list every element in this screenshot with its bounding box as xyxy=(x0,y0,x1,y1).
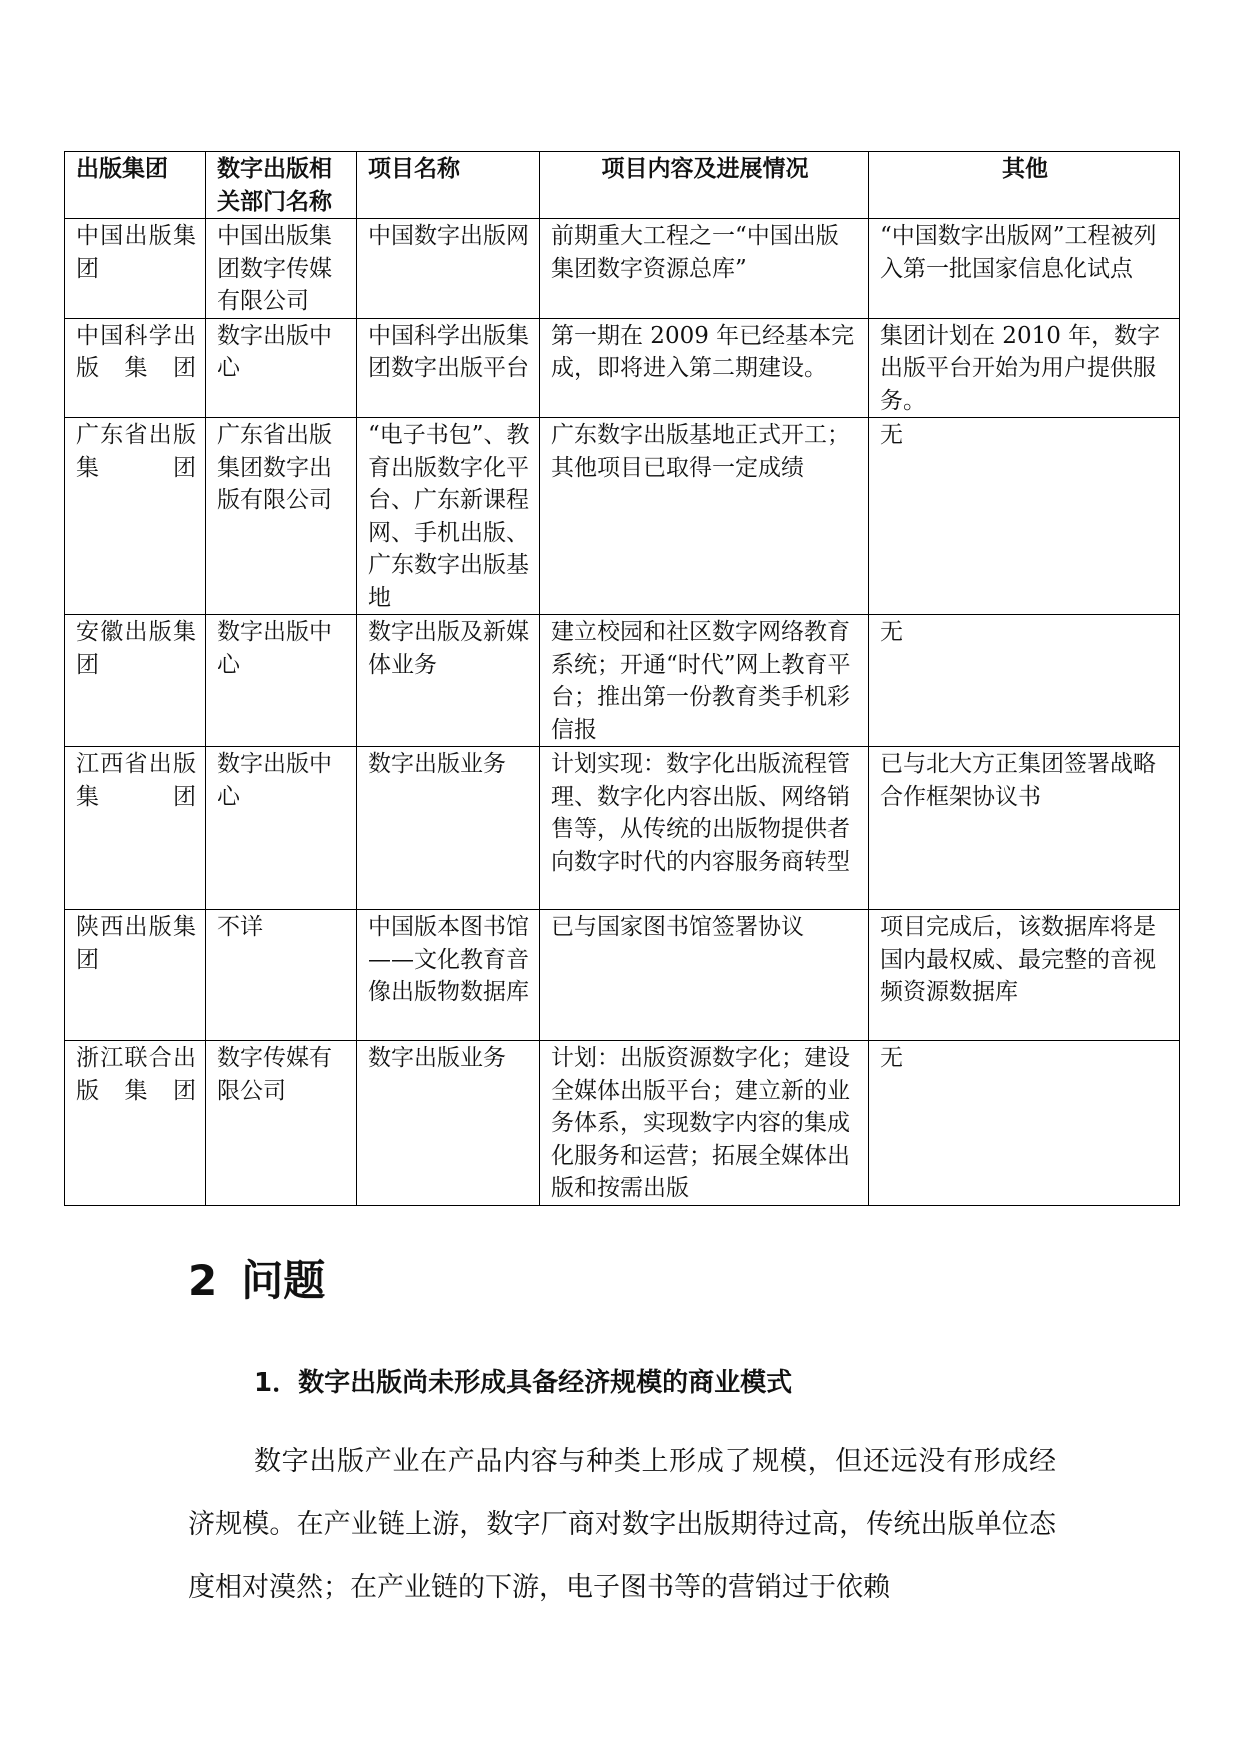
cell-other: 无 xyxy=(869,418,1180,615)
cell-department: 数字传媒有限公司 xyxy=(206,1041,357,1206)
table-header-row xyxy=(65,152,1180,219)
cell-project-name: “电子书包”、教育出版数字化平台、广东新课程网、手机出版、广东数字出版基地 xyxy=(357,418,540,615)
cell-publishing-group: 江西省出版集团 xyxy=(65,747,206,910)
cell-department: 数字出版中心 xyxy=(206,615,357,747)
cell-other: 项目完成后，该数据库将是国内最权威、最完整的音视频资源数据库 xyxy=(869,910,1180,1041)
cell-other: “中国数字出版网”工程被列入第一批国家信息化试点 xyxy=(869,219,1180,319)
table-row xyxy=(65,747,1180,910)
cell-publishing-group: 浙江联合出版集团 xyxy=(65,1041,206,1206)
cell-department: 中国出版集团数字传媒有限公司 xyxy=(206,219,357,319)
cell-publishing-group: 广东省出版集团 xyxy=(65,418,206,615)
cell-other: 集团计划在 2010 年，数字出版平台开始为用户提供服务。 xyxy=(869,318,1180,418)
cell-department: 数字出版中心 xyxy=(206,747,357,910)
subsection-heading: 1．数字出版尚未形成具备经济规模的商业模式 xyxy=(254,1368,793,1398)
cell-department: 不详 xyxy=(206,910,357,1041)
cell-project-content: 建立校园和社区数字网络教育系统；开通“时代”网上教育平台；推出第一份教育类手机彩信报 xyxy=(540,615,869,747)
table-row xyxy=(65,615,1180,747)
table-row xyxy=(65,1041,1180,1206)
section-heading xyxy=(188,1254,325,1308)
table-row xyxy=(65,219,1180,319)
cell-other: 无 xyxy=(869,615,1180,747)
table-row xyxy=(65,318,1180,418)
publishing-groups-table xyxy=(64,151,1180,1206)
section-title: 问题 xyxy=(241,1256,326,1305)
cell-project-name: 中国科学出版集团数字出版平台 xyxy=(357,318,540,418)
cell-publishing-group: 安徽出版集团 xyxy=(65,615,206,747)
section-number: 2 xyxy=(188,1256,218,1305)
header-publishing-group: 出版集团 xyxy=(65,152,206,219)
cell-publishing-group: 中国出版集团 xyxy=(65,219,206,319)
cell-project-content: 前期重大工程之一“中国出版集团数字资源总库” xyxy=(540,219,869,319)
table-row xyxy=(65,418,1180,615)
cell-project-name: 中国数字出版网 xyxy=(357,219,540,319)
header-project-content: 项目内容及进展情况 xyxy=(540,152,869,219)
cell-publishing-group: 陕西出版集团 xyxy=(65,910,206,1041)
cell-department: 数字出版中心 xyxy=(206,318,357,418)
header-department: 数字出版相关部门名称 xyxy=(206,152,357,219)
cell-project-name: 数字出版业务 xyxy=(357,747,540,910)
cell-other: 已与北大方正集团签署战略合作框架协议书 xyxy=(869,747,1180,910)
body-paragraph: 数字出版产业在产品内容与种类上形成了规模，但还远没有形成经济规模。在产业链上游，数字厂商对数字出版期待过高，传统出版单位态度相对漠然；在产业链的下游，电子图书等的营销过于依赖 xyxy=(188,1446,1056,1603)
cell-project-name: 数字出版及新媒体业务 xyxy=(357,615,540,747)
cell-project-content: 已与国家图书馆签署协议 xyxy=(540,910,869,1041)
cell-project-content: 第一期在 2009 年已经基本完成，即将进入第二期建设。 xyxy=(540,318,869,418)
cell-project-name: 数字出版业务 xyxy=(357,1041,540,1206)
cell-publishing-group: 中国科学出版集团 xyxy=(65,318,206,418)
header-other: 其他 xyxy=(869,152,1180,219)
cell-department: 广东省出版集团数字出版有限公司 xyxy=(206,418,357,615)
table-row xyxy=(65,910,1180,1041)
cell-other: 无 xyxy=(869,1041,1180,1206)
cell-project-content: 计划：出版资源数字化；建设全媒体出版平台；建立新的业务体系，实现数字内容的集成化服务和运营；拓展全媒体出版和按需出版 xyxy=(540,1041,869,1206)
cell-project-name: 中国版本图书馆——文化教育音像出版物数据库 xyxy=(357,910,540,1041)
header-project-name: 项目名称 xyxy=(357,152,540,219)
cell-project-content: 计划实现：数字化出版流程管理、数字化内容出版、网络销售等，从传统的出版物提供者向数字时代的内容服务商转型 xyxy=(540,747,869,910)
cell-project-content: 广东数字出版基地正式开工；其他项目已取得一定成绩 xyxy=(540,418,869,615)
